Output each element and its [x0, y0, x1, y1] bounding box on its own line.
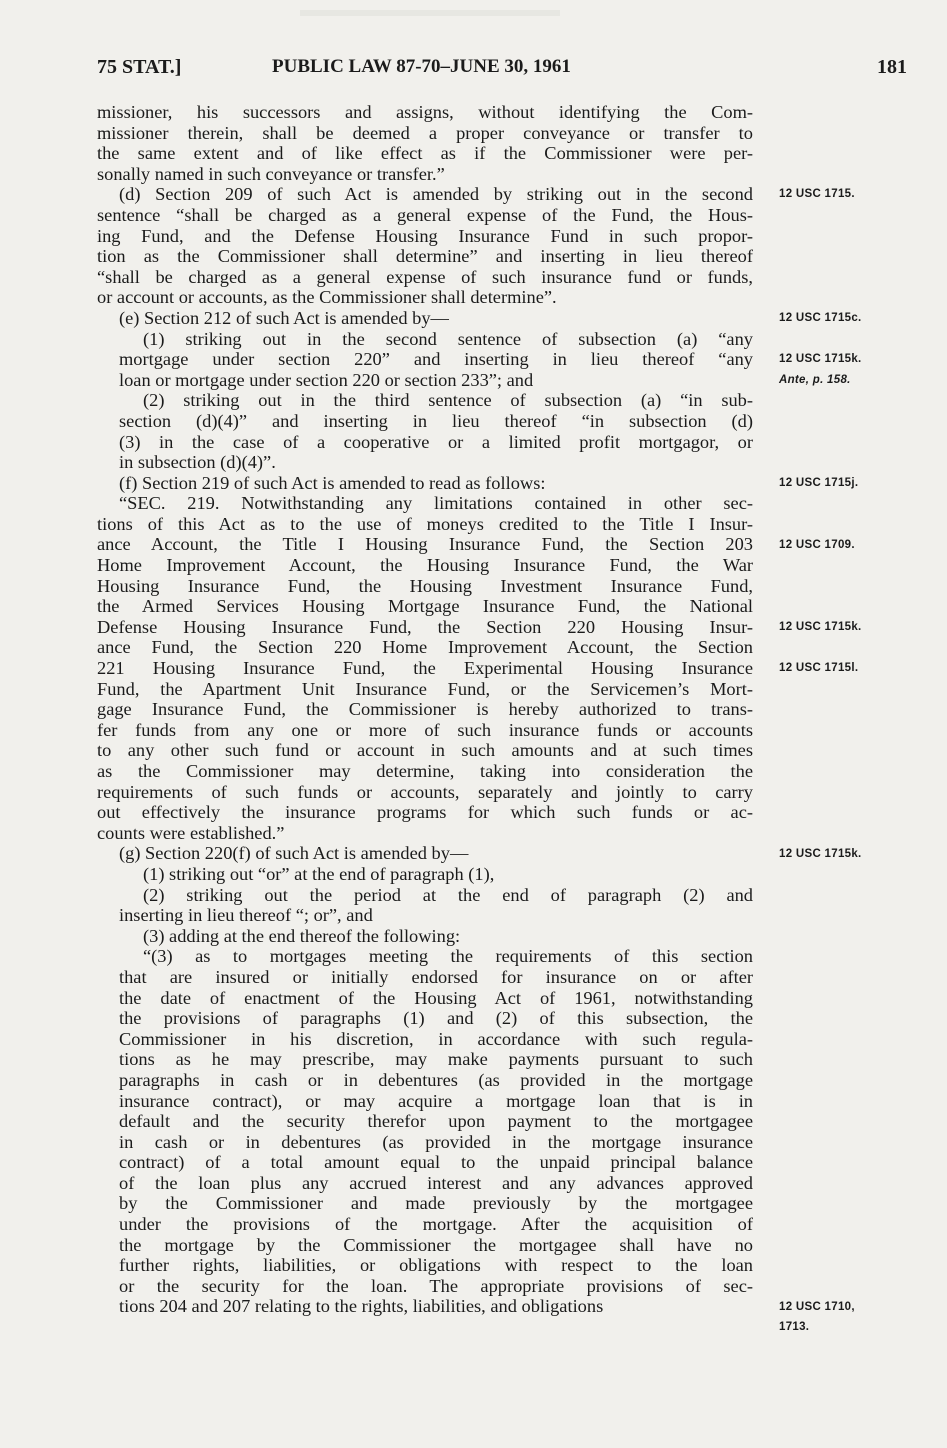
- text-line: by the Commissioner and made previously by the mortgagee: [119, 1193, 753, 1214]
- text-line: Home Improvement Account, the Housing Insurance Fund, the War: [97, 555, 753, 576]
- margin-citation: 12 USC 1709.: [779, 538, 855, 551]
- text-line: to any other such fund or account in such amounts and at such times: [97, 740, 753, 761]
- text-line: the Armed Services Housing Mortgage Insurance Fund, the National: [97, 596, 753, 617]
- text-line: (e) Section 212 of such Act is amended by—: [119, 307, 449, 328]
- margin-citation: 12 USC 1715l.: [779, 662, 859, 675]
- text-line: contract) of a total amount equal to the unpaid principal balance: [119, 1152, 753, 1173]
- text-line: out effectively the insurance programs for which such funds or ac-: [97, 802, 753, 823]
- text-line: (g) Section 220(f) of such Act is amended by—: [119, 843, 469, 864]
- margin-citation: 12 USC 1715k.: [779, 621, 862, 633]
- text-line: fer funds from any one or more of such insurance funds or accounts: [97, 719, 753, 740]
- text-line: tions of this Act as to the use of moneys credited to the Title I Insur-: [97, 513, 753, 534]
- text-line: (3) adding at the end thereof the following:: [143, 925, 461, 946]
- text-line: (3) in the case of a cooperative or a limited profit mortgagor, or: [119, 431, 753, 452]
- page-number: 181: [877, 56, 907, 78]
- text-line: “SEC. 219. Notwithstanding any limitations contained in other sec-: [119, 493, 753, 514]
- text-line: missioner, his successors and assigns, without identifying the Com-: [97, 102, 753, 122]
- text-line: the provisions of paragraphs (1) and (2) of this subsection, the: [119, 1008, 753, 1029]
- text-line: (d) Section 209 of such Act is amended by striking out in the second: [119, 184, 753, 205]
- text-line: “shall be charged as a general expense of such insurance fund or funds,: [97, 266, 753, 287]
- text-line: the date of enactment of the Housing Act of 1961, notwithstanding: [119, 987, 753, 1008]
- running-title: PUBLIC LAW 87-70–JUNE 30, 1961: [272, 56, 571, 77]
- text-line: (2) striking out in the third sentence of subsection (a) “in sub-: [143, 390, 753, 411]
- margin-citation: 12 USC 1710,: [779, 1300, 855, 1313]
- text-line: tion as the Commissioner shall determine” and inserting in lieu thereof: [97, 246, 753, 267]
- text-line: sentence “shall be charged as a general expense of the Fund, the Hous-: [97, 204, 753, 225]
- text-line: gage Insurance Fund, the Commissioner is hereby authorized to trans-: [97, 699, 753, 720]
- margin-citation: Ante, p. 158.: [779, 373, 851, 386]
- text-line: insurance contract), or may acquire a mortgage loan that is in: [119, 1090, 753, 1111]
- volume-citation: 75 STAT.]: [97, 56, 182, 78]
- statute-body-text: [97, 102, 753, 1317]
- text-line: missioner therein, shall be deemed a proper conveyance or transfer to: [97, 122, 753, 143]
- text-line: ance Account, the Title I Housing Insurance Fund, the Section 203: [97, 534, 753, 555]
- bleed-through-header: [300, 10, 560, 16]
- text-line: in subsection (d)(4)”.: [119, 452, 276, 473]
- text-line: tions 204 and 207 relating to the rights, liabilities, and obligations: [119, 1296, 604, 1317]
- text-line: Defense Housing Insurance Fund, the Section 220 Housing Insur-: [97, 616, 753, 637]
- text-line: tions as he may prescribe, may make payments pursuant to such: [119, 1049, 753, 1070]
- text-line: further rights, liabilities, or obligations with respect to the loan: [119, 1255, 753, 1276]
- text-line: (1) striking out “or” at the end of paragraph (1),: [143, 863, 495, 884]
- text-line: as the Commissioner may determine, taking into consideration the: [97, 761, 753, 781]
- text-line: loan or mortgage under section 220 or section 233”; and: [119, 369, 534, 390]
- margin-citation: 12 USC 1715.: [779, 188, 855, 201]
- text-line: 221 Housing Insurance Fund, the Experimental Housing Insurance: [97, 658, 753, 679]
- text-line: or account or accounts, as the Commissioner shall determine”.: [97, 287, 557, 308]
- margin-citation: 12 USC 1715k.: [779, 847, 862, 860]
- text-line: in cash or in debentures (as provided in the mortgage insurance: [119, 1131, 753, 1152]
- text-line: Fund, the Apartment Unit Insurance Fund, or the Servicemen’s Mort-: [97, 678, 753, 699]
- margin-citation: 12 USC 1715j.: [779, 476, 859, 489]
- text-line: requirements of such funds or accounts, separately and jointly to carry: [97, 781, 753, 802]
- text-line: the mortgage by the Commissioner the mortgagee shall have no: [119, 1234, 753, 1255]
- margin-citation: 12 USC 1715c.: [779, 312, 862, 324]
- page-header: [97, 56, 907, 86]
- text-line: (1) striking out in the second sentence of subsection (a) “any: [143, 328, 753, 349]
- text-line: ance Fund, the Section 220 Home Improvement Account, the Section: [97, 637, 753, 658]
- text-line: “(3) as to mortgages meeting the requirements of this section: [143, 946, 753, 967]
- text-line: Housing Insurance Fund, the Housing Investment Insurance Fund,: [97, 575, 753, 596]
- margin-citation: 1713.: [779, 1321, 810, 1334]
- text-line: or the security for the loan. The appropriate provisions of sec-: [119, 1275, 753, 1296]
- text-line: (f) Section 219 of such Act is amended to read as follows:: [119, 472, 546, 493]
- text-line: default and the security therefor upon payment to the mortgagee: [119, 1111, 753, 1132]
- text-line: under the provisions of the mortgage. After the acquisition of: [119, 1214, 753, 1235]
- text-line: inserting in lieu thereof “; or”, and: [119, 905, 373, 926]
- text-line: sonally named in such conveyance or transfer.”: [97, 163, 445, 184]
- text-line: Commissioner in his discretion, in accordance with such regula-: [119, 1028, 753, 1049]
- text-line: of the loan plus any accrued interest and any advances approved: [119, 1172, 753, 1193]
- text-line: the same extent and of like effect as if the Commissioner were per-: [97, 143, 753, 164]
- text-line: ing Fund, and the Defense Housing Insurance Fund in such propor-: [97, 225, 753, 246]
- text-line: that are insured or initially endorsed for insurance on or after: [119, 966, 753, 987]
- text-line: section (d)(4)” and inserting in lieu thereof “in subsection (d): [119, 410, 753, 431]
- text-line: counts were established.”: [97, 822, 285, 843]
- text-line: paragraphs in cash or in debentures (as provided in the mortgage: [119, 1069, 753, 1090]
- margin-citation: 12 USC 1715k.: [779, 353, 862, 366]
- text-line: (2) striking out the period at the end of paragraph (2) and: [143, 884, 753, 905]
- text-line: mortgage under section 220” and inserting in lieu thereof “any: [119, 349, 753, 370]
